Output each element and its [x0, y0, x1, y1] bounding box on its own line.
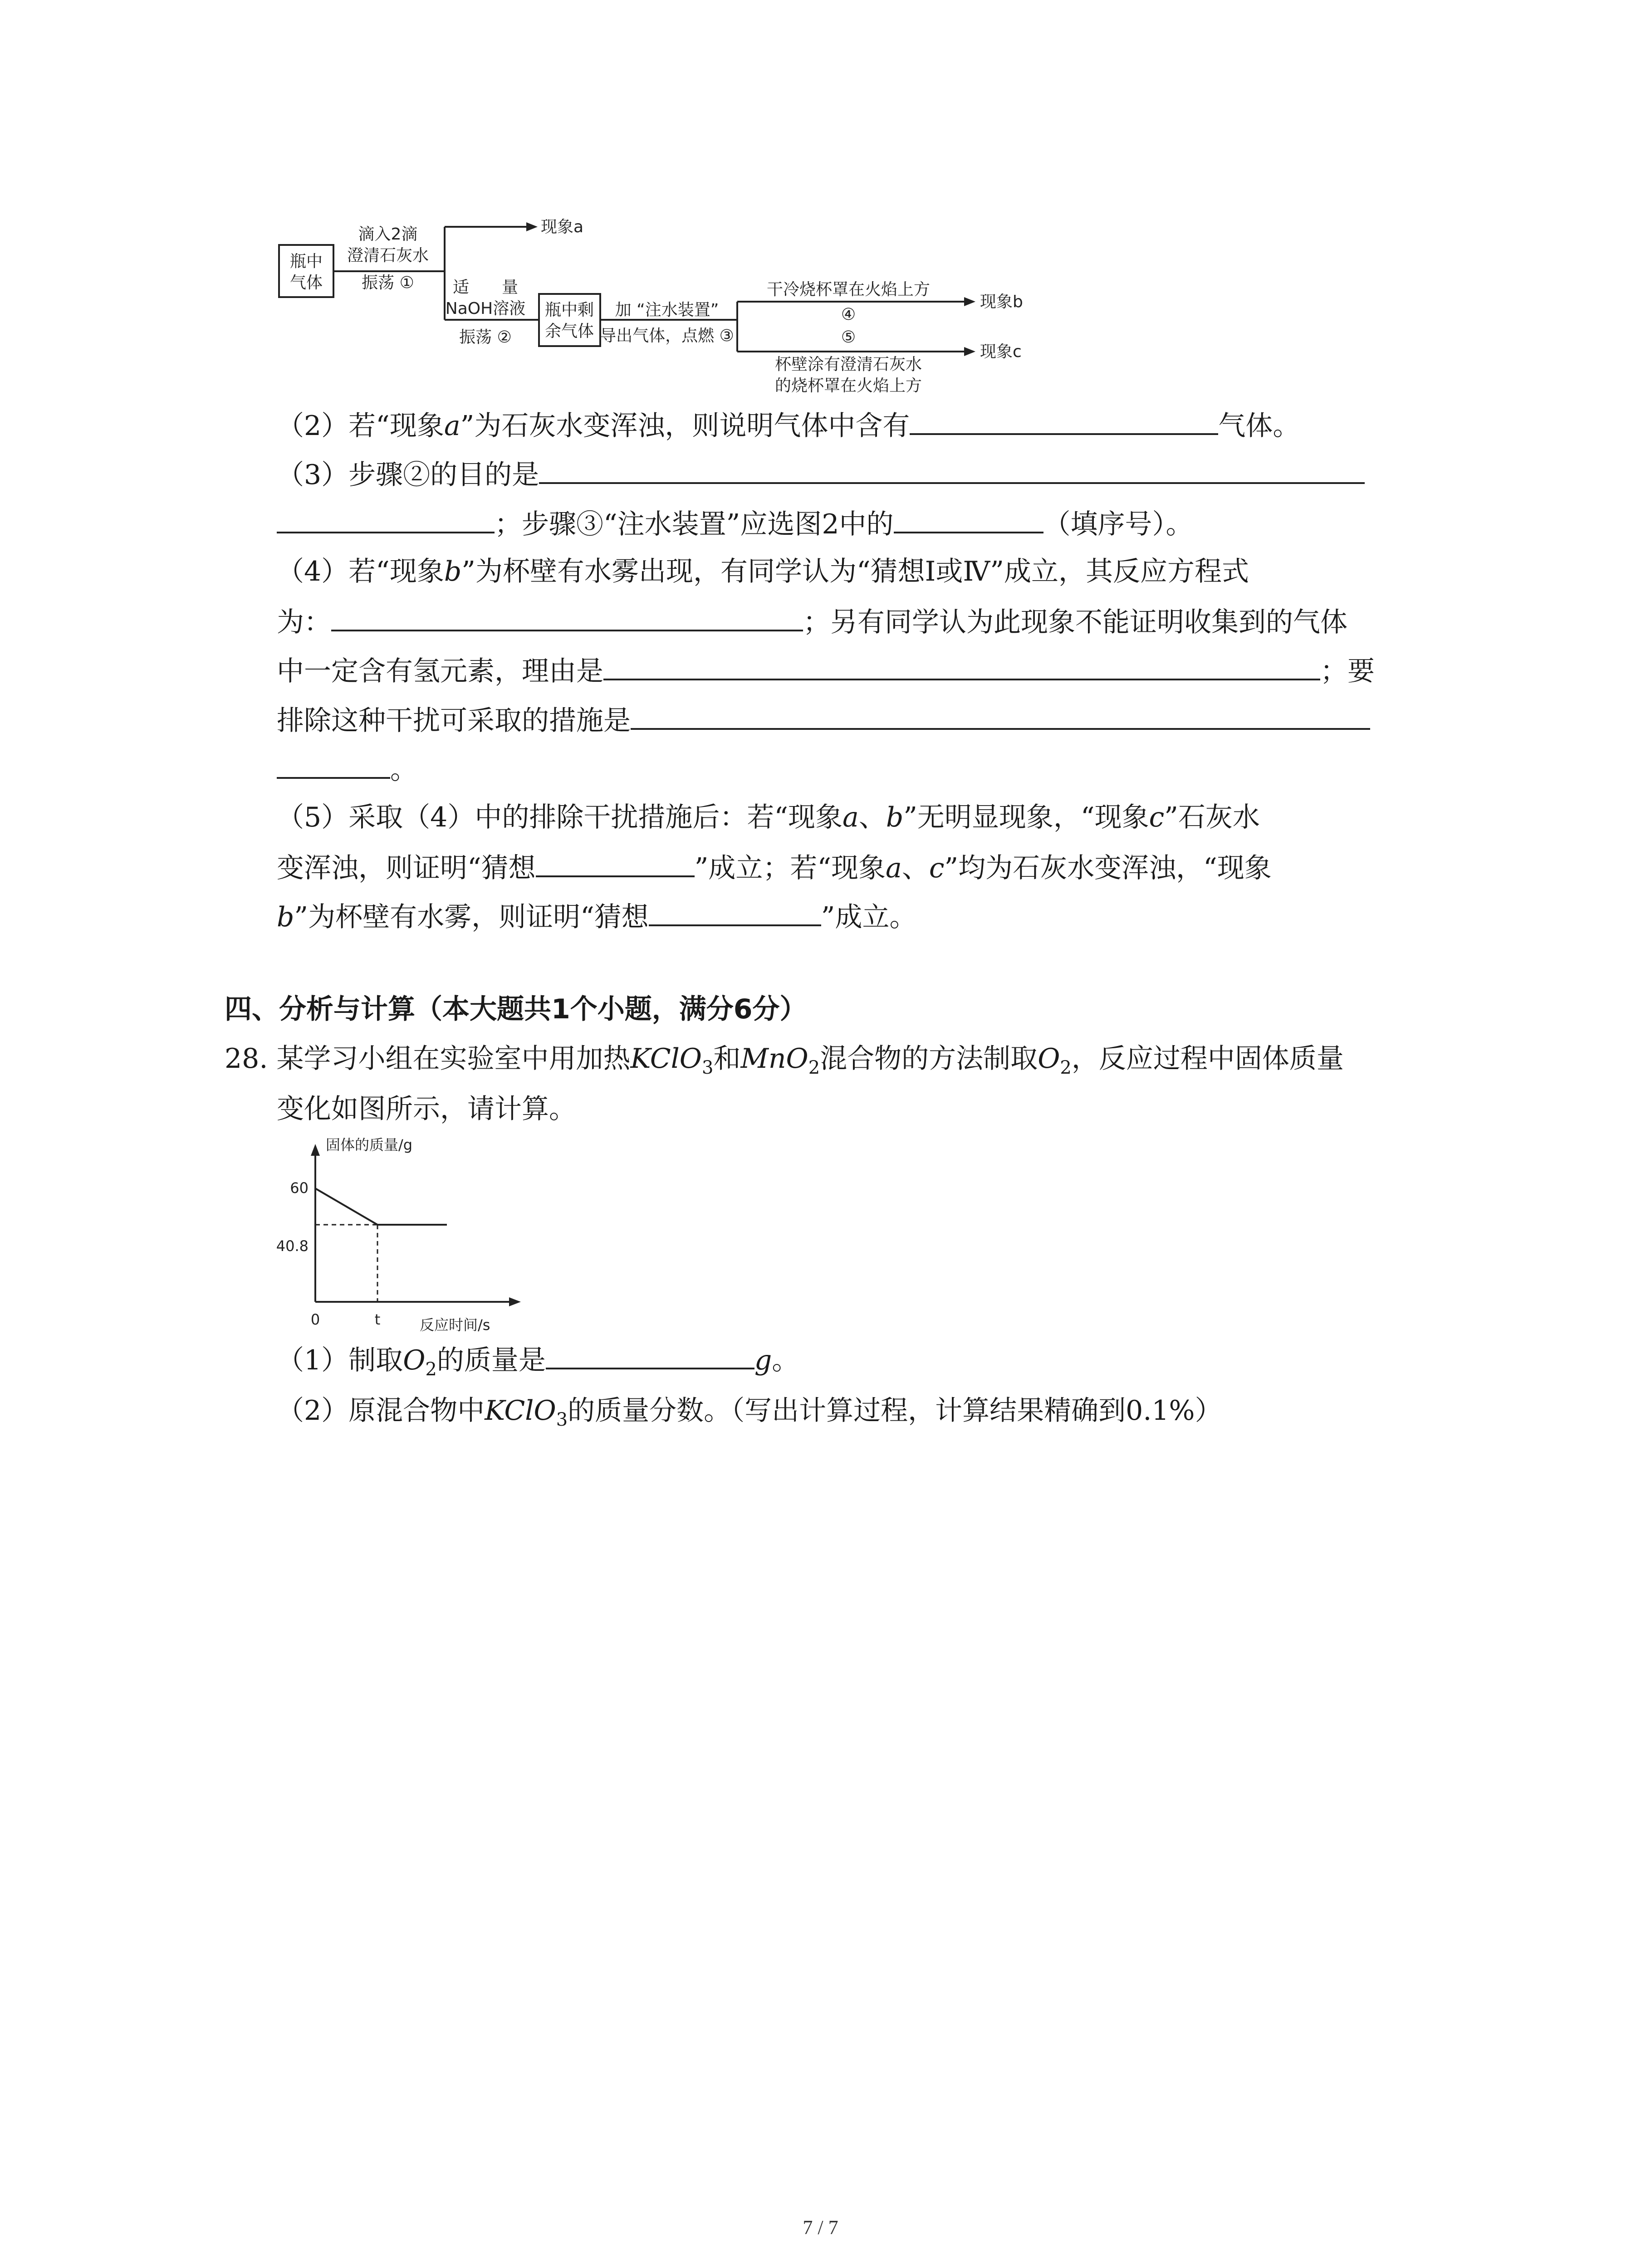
q28-sub1 — [277, 1340, 799, 1388]
q5-l1-b: 、 — [858, 802, 886, 833]
q4-l1-var: b — [444, 556, 462, 587]
q4-line3 — [277, 651, 1375, 689]
result-a: 现象a — [541, 218, 584, 236]
q28-formula-mno2: MnO — [740, 1043, 808, 1075]
q5-l1-v3: c — [1149, 802, 1165, 833]
q28-line2 — [277, 1091, 576, 1127]
q5-l3-v: b — [277, 901, 294, 933]
q28-sub2-pre: （2）原混合物中 — [277, 1395, 485, 1427]
q28-l1-b: 和 — [713, 1043, 741, 1075]
q4-l5-post: 。 — [390, 754, 417, 786]
q5-blank1[interactable] — [536, 848, 695, 877]
q4-line2 — [277, 602, 1347, 640]
q2-mid: ”为石灰水变浑浊，则说明气体中含有 — [460, 410, 910, 442]
step2-line1: 适 量 — [452, 278, 519, 297]
experiment-flow-diagram — [272, 213, 1043, 408]
q28-l2: 变化如图所示，请计算。 — [277, 1093, 576, 1125]
q3-blank2[interactable] — [277, 504, 495, 533]
q28-sub1-blank[interactable] — [546, 1340, 754, 1369]
q5-l2-d: ”均为石灰水变浑浊，“现象 — [944, 852, 1272, 884]
q2-post: 气体。 — [1218, 410, 1300, 442]
step2-line2: NaOH溶液 — [445, 299, 526, 318]
q4-l2-pre: 为： — [277, 606, 331, 638]
q2-line — [277, 406, 1300, 444]
start-box-line2: 气体 — [289, 274, 323, 292]
mid-box-line1: 瓶中剩 — [544, 301, 594, 319]
q28-sub1-formula-sub: 2 — [425, 1359, 437, 1380]
result-b: 现象b — [980, 293, 1023, 311]
q3-blank1[interactable] — [539, 455, 1365, 484]
q4-l3-pre: 中一定含有氢元素，理由是 — [277, 655, 603, 687]
q2-pre: （2）若“现象 — [277, 410, 444, 442]
q5-blank2[interactable] — [649, 897, 821, 926]
q4-reason-blank[interactable] — [603, 651, 1320, 680]
x-axis-arrow — [509, 1297, 521, 1306]
q28-sub2 — [277, 1393, 1222, 1438]
mass-series-line — [315, 1188, 447, 1225]
q28-formula-mno2-sub: 2 — [808, 1057, 820, 1078]
q28-sub1-unit: g — [754, 1344, 772, 1376]
q4-l2-post: ；另有同学认为此现象不能证明收集到的气体 — [803, 606, 1347, 638]
step3-line1: 加 “注水装置” — [615, 301, 719, 319]
q4-l3-post: ；要 — [1320, 655, 1375, 687]
step1-line3: 振荡 ① — [362, 274, 414, 292]
step1-line1: 滴入2滴 — [358, 225, 418, 244]
q28-sub2-post: 的质量分数。（写出计算过程，计算结果精确到0.1%） — [568, 1395, 1222, 1427]
q28-formula-o2-sub: 2 — [1060, 1057, 1072, 1078]
mid-box-line2: 余气体 — [544, 322, 594, 341]
q4-line4 — [277, 701, 1370, 739]
y-tick-40-8: 40.8 — [276, 1237, 309, 1255]
q3-line1 — [277, 455, 1365, 493]
q5-line2 — [277, 848, 1272, 886]
q28-l1-c: 混合物的方法制取 — [820, 1043, 1038, 1075]
branch5-line1: ⑤ — [841, 328, 856, 347]
q4-l1-pre: （4）若“现象 — [277, 556, 444, 587]
step1-line2: 澄清石灰水 — [347, 246, 429, 265]
q28-sub2-formula-sub: 3 — [556, 1409, 568, 1430]
q5-l2-c: 、 — [901, 852, 929, 884]
q4-measure-blank[interactable] — [631, 701, 1370, 730]
q28-sub1-mid: 的质量是 — [436, 1344, 546, 1376]
result-c: 现象c — [980, 342, 1022, 361]
q4-equation-blank[interactable] — [331, 602, 803, 631]
q4-l1-post: ”为杯壁有水雾出现，有同学认为“猜想Ⅰ或Ⅳ”成立，其反应方程式 — [461, 556, 1249, 587]
q28-sub1-end: 。 — [772, 1344, 799, 1376]
q3-text3: （填序号）。 — [1043, 508, 1193, 540]
q5-l2-a: 变浑浊，则证明“猜想 — [277, 852, 536, 884]
x-tick-0: 0 — [310, 1311, 320, 1328]
y-tick-60: 60 — [290, 1179, 309, 1197]
q28-number: 28. — [225, 1043, 268, 1075]
q5-l2-v2: c — [929, 852, 945, 884]
q28-formula-kclo3: KClO — [630, 1043, 702, 1075]
start-box-line1: 瓶中 — [289, 252, 323, 271]
x-tick-t: t — [374, 1311, 381, 1328]
branch5-line2: 杯壁涂有澄清石灰水 — [774, 355, 922, 374]
q5-line1 — [277, 799, 1260, 836]
q28-l1-a: 某学习小组在实验室中用加热 — [276, 1043, 631, 1075]
q5-l1-v2: b — [886, 802, 904, 833]
q2-var: a — [444, 410, 460, 442]
y-axis-arrow — [311, 1144, 320, 1156]
branch4-line2: ④ — [841, 305, 856, 324]
step2-line3: 振荡 ② — [459, 328, 512, 347]
q5-l1-d: ”石灰水 — [1164, 802, 1260, 833]
q5-l1-v1: a — [843, 802, 859, 833]
q4-measure-blank-cont[interactable] — [277, 750, 390, 779]
q28-l1-d: ，反应过程中固体质量 — [1071, 1043, 1344, 1075]
q28-formula-kclo3-sub: 3 — [702, 1057, 714, 1078]
q5-l2-v1: a — [886, 852, 902, 884]
q3-line2 — [277, 504, 1193, 543]
mass-time-chart — [259, 1134, 540, 1343]
q5-l1-c: ”无明显现象，“现象 — [903, 802, 1149, 833]
q28-line1 — [225, 1041, 1344, 1086]
q5-l2-b: ”成立；若“现象 — [694, 852, 886, 884]
y-axis-label: 固体的质量/g — [326, 1136, 413, 1154]
q4-l4-pre: 排除这种干扰可采取的措施是 — [277, 705, 631, 737]
q3-text2: ；步骤③“注水装置”应选图2中的 — [495, 508, 894, 540]
branch4-line1: 干冷烧杯罩在火焰上方 — [766, 280, 931, 299]
q5-l3-b: ”成立。 — [821, 901, 917, 933]
section-heading: 四、分析与计算（本大题共1个小题，满分6分） — [225, 993, 807, 1025]
q3-blank3[interactable] — [894, 504, 1043, 533]
q28-sub2-formula: KClO — [485, 1395, 556, 1427]
page-number: 7 / 7 — [803, 2216, 838, 2239]
q4-line5 — [277, 750, 417, 788]
q5-l3-a: ”为杯壁有水雾，则证明“猜想 — [294, 901, 649, 933]
q2-answer-blank[interactable] — [910, 406, 1218, 435]
step3-line2: 导出气体，点燃 ③ — [600, 327, 734, 345]
x-axis-label: 反应时间/s — [420, 1316, 490, 1334]
branch5-line3: 的烧杯罩在火焰上方 — [774, 376, 922, 395]
q28-formula-o2: O — [1038, 1043, 1060, 1075]
q4-line1 — [277, 553, 1249, 590]
q28-sub1-formula: O — [403, 1344, 426, 1376]
q3-text1: （3）步骤②的目的是 — [277, 459, 539, 491]
q5-line3 — [277, 897, 916, 935]
q28-sub1-pre: （1）制取 — [277, 1344, 403, 1376]
q5-l1-a: （5）采取（4）中的排除干扰措施后：若“现象 — [277, 802, 843, 833]
